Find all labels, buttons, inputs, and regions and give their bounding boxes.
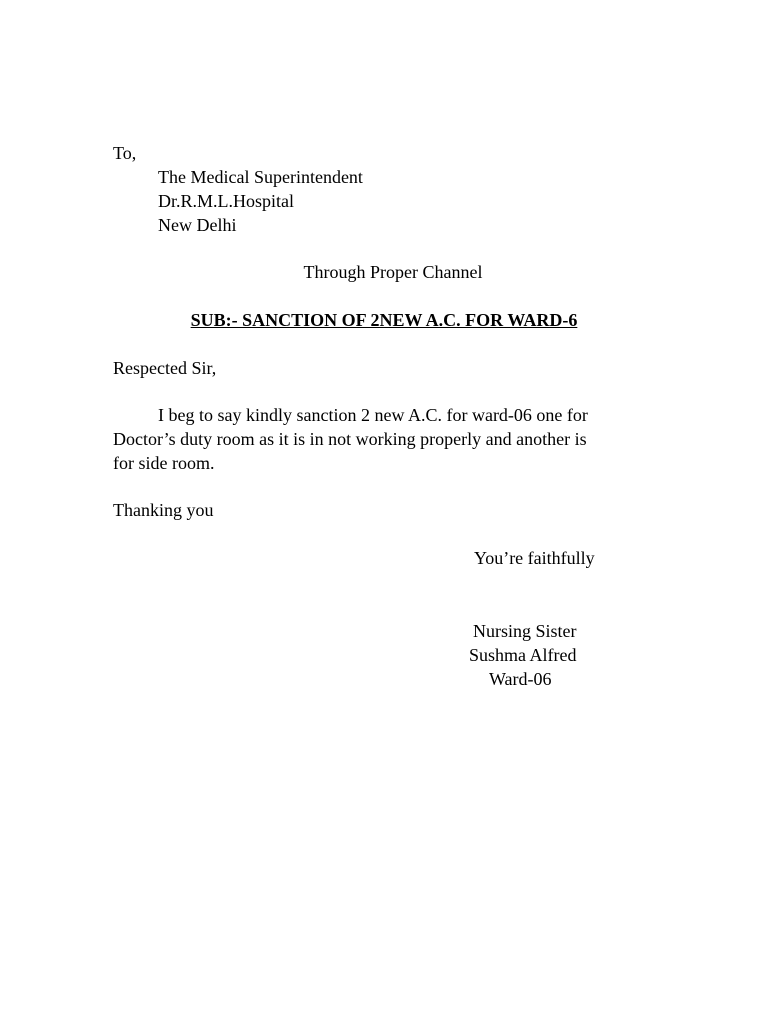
recipient-city: New Delhi [158, 215, 237, 235]
thanks-line: Thanking you [113, 500, 214, 520]
recipient-title: The Medical Superintendent [158, 167, 363, 187]
signature-designation: Nursing Sister [473, 621, 577, 641]
body-line: I beg to say kindly sanction 2 new A.C. for ward-06 one for [158, 405, 588, 425]
through-channel: Through Proper Channel [303, 262, 483, 282]
salutation: Respected Sir, [113, 358, 217, 378]
body-paragraph [113, 403, 653, 475]
to-label: To, [113, 143, 137, 163]
recipient-institution: Dr.R.M.L.Hospital [158, 191, 295, 211]
signature-ward: Ward-06 [489, 669, 552, 689]
closing-line: You’re faithfully [474, 548, 595, 568]
signature-name: Sushma Alfred [469, 645, 577, 665]
subject-line: SUB:- SANCTION OF 2NEW A.C. FOR WARD-6 [190, 310, 578, 330]
body-line: Doctor’s duty room as it is in not working properly and another is [113, 429, 587, 449]
body-line: for side room. [113, 453, 215, 473]
